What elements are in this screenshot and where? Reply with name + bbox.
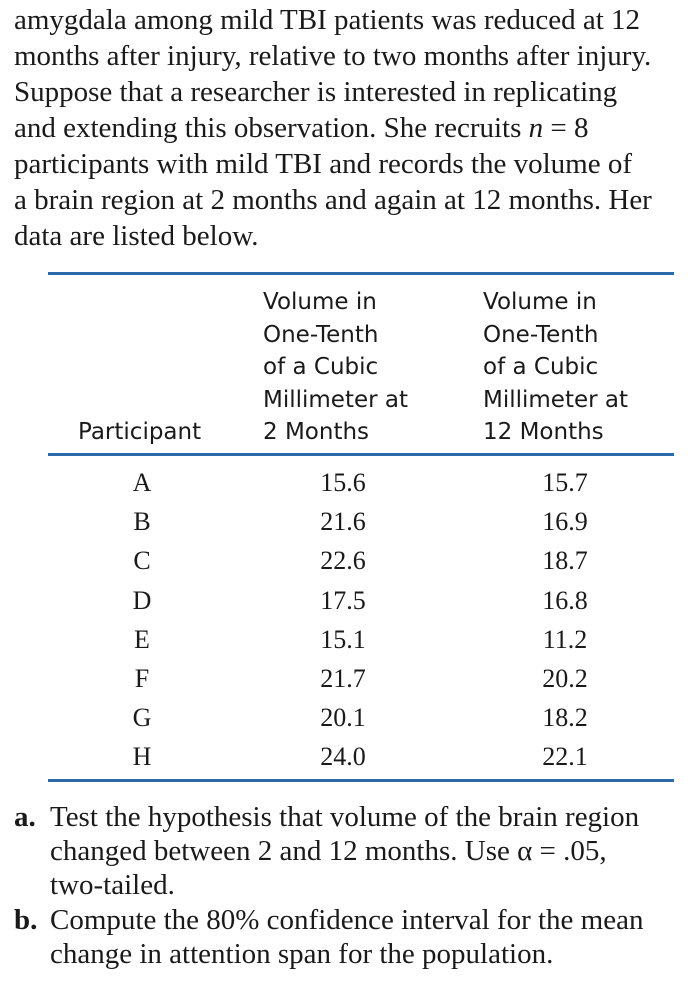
table-row (48, 701, 674, 740)
question-text: changed between 2 and 12 months. Use α = .05, (50, 835, 607, 867)
table-row (48, 544, 674, 583)
header-text: Millimeter at (263, 386, 409, 413)
volume-2-months-cell: 21.7 (320, 663, 366, 693)
table-row (48, 623, 674, 662)
question-list (14, 800, 694, 972)
sample-size-variable: n (528, 112, 544, 144)
intro-line: participants with mild TBI and records the volume of (14, 148, 632, 180)
question-text: Compute the 80% confidence interval for the mean (50, 904, 644, 936)
participant-cell: H (132, 742, 152, 772)
intro-text: = 8 (543, 112, 589, 144)
intro-line: a brain region at 2 months and again at 12 months. Her (14, 184, 652, 216)
table-row (48, 584, 674, 623)
table-row (48, 505, 674, 544)
header-text: One-Tenth (483, 321, 599, 348)
table-header-rule (48, 453, 674, 456)
volume-2-months-cell: 21.6 (320, 507, 366, 537)
column-header-participant (78, 416, 201, 449)
header-text: 2 Months (263, 419, 370, 445)
intro-line: months after injury, relative to two months after injury. (14, 40, 652, 72)
header-text: Volume in (263, 289, 377, 315)
volume-2-months-cell: 20.1 (320, 703, 366, 733)
header-text: Millimeter at (483, 386, 629, 413)
question-text: two-tailed. (50, 869, 175, 901)
table-bottom-rule (48, 779, 674, 782)
volume-2-months-cell: 22.6 (320, 546, 366, 576)
intro-line (14, 110, 694, 146)
participant-cell: D (132, 585, 152, 615)
volume-2-months-cell: 17.5 (320, 585, 366, 615)
volume-12-months-cell: 11.2 (542, 624, 588, 654)
header-text: of a Cubic (483, 354, 599, 380)
table-body (48, 466, 674, 780)
volume-2-months-cell: 24.0 (320, 742, 366, 772)
column-header-2-months (263, 286, 408, 449)
table-row (48, 740, 674, 779)
participant-cell: B (133, 507, 151, 537)
question-a (14, 800, 694, 902)
question-label: b. (14, 904, 38, 936)
volume-12-months-cell: 20.2 (542, 663, 588, 693)
table-row (48, 662, 674, 701)
volume-2-months-cell: 15.1 (320, 624, 366, 654)
intro-line: amygdala among mild TBI patients was reduced at 12 (14, 4, 641, 36)
table-top-rule (48, 272, 674, 275)
header-text: of a Cubic (263, 354, 379, 380)
intro-text: and extending this observation. She recruits (14, 112, 529, 144)
volume-12-months-cell: 16.9 (542, 507, 588, 537)
volume-12-months-cell: 18.2 (542, 703, 588, 733)
volume-2-months-cell: 15.6 (320, 468, 366, 497)
volume-12-months-cell: 15.7 (542, 468, 588, 497)
participant-cell: G (132, 703, 152, 733)
intro-line: Suppose that a researcher is interested in replicating (14, 76, 618, 108)
volume-12-months-cell: 16.8 (542, 585, 588, 615)
participant-cell: F (134, 663, 150, 693)
header-text: 12 Months (483, 419, 604, 445)
header-text: Volume in (483, 289, 597, 315)
question-text: Test the hypothesis that volume of the brain region (50, 801, 640, 833)
table-row (48, 466, 674, 505)
header-text: One-Tenth (263, 321, 379, 348)
volume-12-months-cell: 22.1 (542, 742, 588, 772)
question-text: change in attention span for the population. (50, 938, 554, 970)
question-label: a. (14, 801, 36, 833)
header-text: Participant (78, 419, 202, 445)
question-b (14, 903, 694, 971)
intro-paragraph (14, 2, 694, 254)
volume-12-months-cell: 18.7 (542, 546, 588, 576)
participant-cell: A (132, 468, 152, 497)
participant-cell: C (133, 546, 151, 576)
column-header-12-months (483, 286, 628, 449)
intro-line: data are listed below. (14, 220, 259, 252)
participant-cell: E (134, 624, 150, 654)
